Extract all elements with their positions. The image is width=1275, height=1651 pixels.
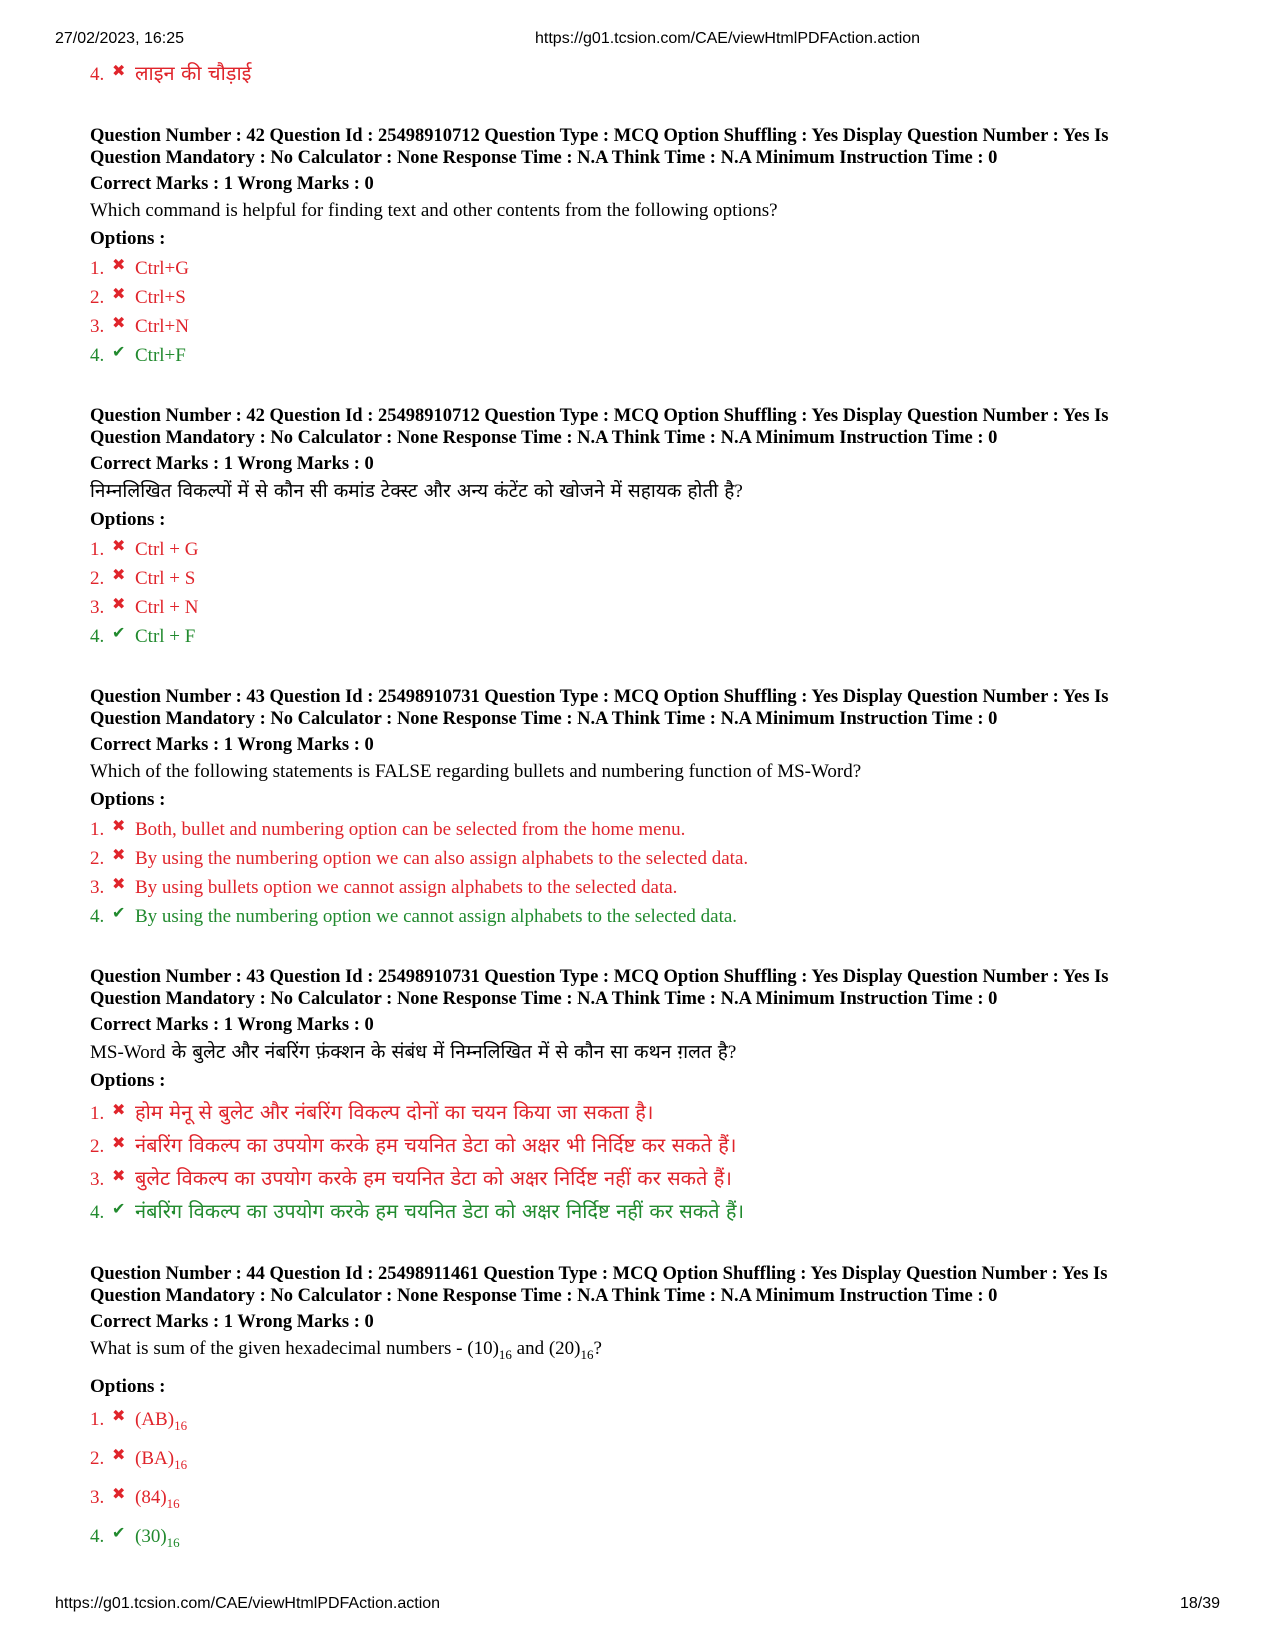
question-text-end: ? [734, 481, 743, 502]
option-value: (AB) [135, 1409, 175, 1430]
option-text [135, 1481, 180, 1520]
question-meta [90, 1263, 1220, 1307]
option-number: 2. [90, 848, 105, 869]
cross-icon: ✖ [112, 567, 126, 584]
option-correct [90, 1196, 1220, 1229]
option-number: 4. [90, 1202, 105, 1223]
option-wrong [90, 58, 1220, 91]
option-text: होम मेनू से बुलेट और नंबरिंग विकल्प दोनों का चयन किया जा सकता है। [135, 1100, 654, 1124]
options-label: Options : [90, 509, 166, 530]
option-text: By using the numbering option we cannot assign alphabets to the selected data. [135, 906, 738, 927]
question-text-part: and (20) [511, 1338, 581, 1359]
cross-icon: ✖ [112, 1408, 126, 1425]
option-text: Ctrl+G [135, 258, 189, 279]
options-label: Options : [90, 789, 166, 810]
question-meta-line: Question Mandatory : No Calculator : None Response Time : N.A Think Time : N.A Minimum Instruction Time : 0 [90, 148, 998, 168]
check-icon: ✔ [112, 1525, 126, 1542]
question-meta-line: Question Number : 43 Question Id : 25498910731 Question Type : MCQ Option Shuffling : Yes Display Question Number : Yes Is [90, 687, 1109, 707]
option-wrong [90, 845, 1220, 874]
header-datetime: 27/02/2023, 16:25 [55, 30, 185, 47]
option-text [135, 1403, 187, 1442]
option-text: Ctrl+N [135, 316, 189, 337]
option-wrong [90, 255, 1220, 284]
question-meta [90, 405, 1220, 449]
option-wrong [90, 816, 1220, 845]
option-text: Ctrl+F [135, 345, 186, 366]
header-url: https://g01.tcsion.com/CAE/viewHtmlPDFAction.action [535, 30, 921, 47]
subscript: 16 [498, 1347, 512, 1362]
option-correct [90, 623, 1220, 652]
cross-icon: ✖ [112, 538, 126, 555]
option-text: By using bullets option we cannot assign alphabets to the selected data. [135, 877, 678, 898]
question-marks: Correct Marks : 1 Wrong Marks : 0 [90, 1312, 374, 1332]
cross-icon: ✖ [112, 1447, 126, 1464]
option-text: By using the numbering option we can also assign alphabets to the selected data. [135, 848, 749, 869]
question-block [90, 1263, 1220, 1559]
question-meta [90, 686, 1220, 730]
question-meta-line: Question Number : 43 Question Id : 25498910731 Question Type : MCQ Option Shuffling : Yes Display Question Number : Yes Is [90, 967, 1109, 987]
option-wrong [90, 1442, 1220, 1481]
option-number: 4. [90, 1526, 105, 1547]
question-block [90, 966, 1220, 1229]
check-icon: ✔ [112, 625, 126, 642]
cross-icon: ✖ [112, 876, 126, 893]
option-value: (BA) [135, 1448, 175, 1469]
subscript: 16 [580, 1347, 594, 1362]
option-number: 1. [90, 819, 105, 840]
question-marks: Correct Marks : 1 Wrong Marks : 0 [90, 454, 374, 474]
cross-icon: ✖ [112, 1486, 126, 1503]
question-meta-line: Question Mandatory : No Calculator : None Response Time : N.A Think Time : N.A Minimum Instruction Time : 0 [90, 1286, 998, 1306]
question-marks: Correct Marks : 1 Wrong Marks : 0 [90, 735, 374, 755]
option-number: 2. [90, 1448, 105, 1469]
check-icon: ✔ [112, 1201, 126, 1218]
question-block [90, 686, 1220, 932]
option-text [135, 1520, 180, 1559]
question-text-part: What is sum of the given hexadecimal numbers - (10) [90, 1338, 499, 1359]
option-number: 1. [90, 1409, 105, 1430]
option-number: 3. [90, 1169, 105, 1190]
subscript: 16 [174, 1418, 188, 1433]
question-block [90, 125, 1220, 371]
question-text [90, 479, 1220, 504]
option-number: 2. [90, 568, 105, 589]
option-value: (30) [135, 1526, 167, 1547]
options-label: Options : [90, 1376, 166, 1397]
option-text [135, 1442, 187, 1481]
question-text-end: ? [727, 1042, 737, 1063]
option-text: Ctrl + N [135, 597, 199, 618]
question-meta-line: Question Number : 42 Question Id : 25498910712 Question Type : MCQ Option Shuffling : Yes Display Question Number : Yes Is [90, 406, 1109, 426]
subscript: 16 [174, 1457, 188, 1472]
option-text: Ctrl+S [135, 287, 186, 308]
question-meta-line: Question Number : 44 Question Id : 25498911461 Question Type : MCQ Option Shuffling : Yes Display Question Number : Yes Is [90, 1264, 1108, 1284]
option-wrong [90, 1130, 1220, 1163]
cross-icon: ✖ [112, 315, 126, 332]
cross-icon: ✖ [112, 1102, 126, 1119]
cross-icon: ✖ [112, 1135, 126, 1152]
question-text [90, 1040, 1220, 1065]
options-label: Options : [90, 1070, 166, 1091]
option-wrong [90, 594, 1220, 623]
option-text: Both, bullet and numbering option can be selected from the home menu. [135, 819, 686, 840]
option-number: 4. [90, 906, 105, 927]
question-marks: Correct Marks : 1 Wrong Marks : 0 [90, 174, 374, 194]
option-value: (84) [135, 1487, 167, 1508]
option-correct [90, 342, 1220, 371]
option-text: Ctrl + F [135, 626, 196, 647]
option-text: नंबरिंग विकल्प का उपयोग करके हम चयनित डेटा को अक्षर भी निर्दिष्ट कर सकते हैं। [135, 1133, 737, 1157]
option-wrong [90, 536, 1220, 565]
option-text: बुलेट विकल्प का उपयोग करके हम चयनित डेटा को अक्षर निर्दिष्ट नहीं कर सकते हैं। [135, 1166, 733, 1190]
option-correct [90, 903, 1220, 932]
cross-icon: ✖ [112, 63, 126, 80]
footer-url: https://g01.tcsion.com/CAE/viewHtmlPDFAction.action [55, 1595, 441, 1612]
check-icon: ✔ [112, 344, 126, 361]
question-block [90, 405, 1220, 652]
cross-icon: ✖ [112, 596, 126, 613]
option-number: 4. [90, 345, 105, 366]
option-text: Ctrl + G [135, 539, 199, 560]
cross-icon: ✖ [112, 257, 126, 274]
cross-icon: ✖ [112, 818, 126, 835]
option-text: Ctrl + S [135, 568, 196, 589]
option-number: 1. [90, 258, 105, 279]
option-number: 1. [90, 1103, 105, 1124]
option-number: 3. [90, 316, 105, 337]
question-text: Which of the following statements is FALSE regarding bullets and numbering function of MS-Word? [90, 761, 862, 782]
check-icon: ✔ [112, 905, 126, 922]
option-wrong [90, 1481, 1220, 1520]
subscript: 16 [166, 1496, 180, 1511]
question-text-start: MS-Word [90, 1042, 166, 1063]
question-meta [90, 966, 1220, 1010]
cross-icon: ✖ [112, 847, 126, 864]
option-text: लाइन की चौड़ाई [135, 61, 252, 85]
question-marks: Correct Marks : 1 Wrong Marks : 0 [90, 1015, 374, 1035]
question-text: Which command is helpful for finding text and other contents from the following options? [90, 200, 778, 221]
option-number: 3. [90, 1487, 105, 1508]
question-text-hindi: निम्नलिखित विकल्पों में से कौन सी कमांड टेक्स्ट और अन्य कंटेंट को खोजने में सहायक होती है [90, 480, 735, 502]
question-meta-line: Question Mandatory : No Calculator : None Response Time : N.A Think Time : N.A Minimum Instruction Time : 0 [90, 989, 998, 1009]
cross-icon: ✖ [112, 1168, 126, 1185]
page-content [90, 58, 1220, 1559]
option-wrong [90, 874, 1220, 903]
question-text-part: ? [593, 1338, 602, 1359]
question-meta-line: Question Mandatory : No Calculator : None Response Time : N.A Think Time : N.A Minimum Instruction Time : 0 [90, 709, 998, 729]
option-wrong [90, 284, 1220, 313]
question-meta [90, 125, 1220, 169]
subscript: 16 [166, 1535, 180, 1550]
option-correct [90, 1520, 1220, 1559]
option-number: 1. [90, 539, 105, 560]
page-number: 18/39 [1179, 1595, 1220, 1612]
question-meta-line: Question Mandatory : No Calculator : None Response Time : N.A Think Time : N.A Minimum Instruction Time : 0 [90, 428, 998, 448]
option-wrong [90, 313, 1220, 342]
options-label: Options : [90, 228, 166, 249]
option-number: 4. [90, 626, 105, 647]
option-wrong [90, 1163, 1220, 1196]
option-wrong [90, 1403, 1220, 1442]
option-wrong [90, 1097, 1220, 1130]
option-number: 3. [90, 877, 105, 898]
option-text: नंबरिंग विकल्प का उपयोग करके हम चयनित डेटा को अक्षर निर्दिष्ट नहीं कर सकते हैं। [135, 1199, 745, 1223]
option-number: 2. [90, 287, 105, 308]
option-wrong [90, 565, 1220, 594]
cross-icon: ✖ [112, 286, 126, 303]
question-meta-line: Question Number : 42 Question Id : 25498910712 Question Type : MCQ Option Shuffling : Yes Display Question Number : Yes Is [90, 126, 1109, 146]
option-number: 4. [90, 64, 105, 85]
question-text [90, 1337, 1220, 1367]
option-number: 3. [90, 597, 105, 618]
question-text-hindi: के बुलेट और नंबरिंग फ़ंक्शन के संबंध में निम्नलिखित में से कौन सा कथन ग़लत है [165, 1041, 728, 1063]
option-number: 2. [90, 1136, 105, 1157]
